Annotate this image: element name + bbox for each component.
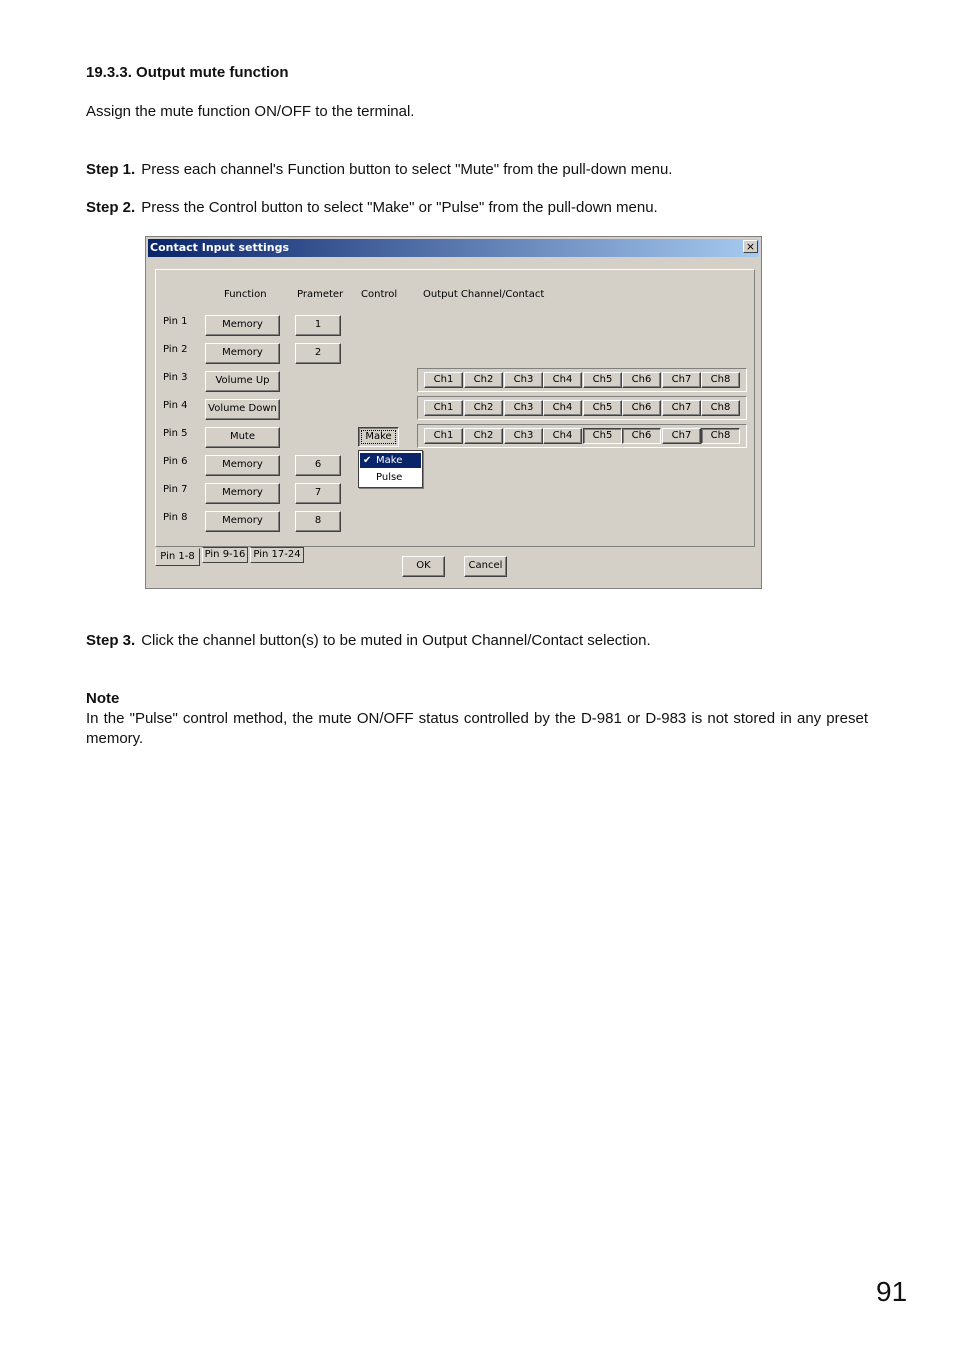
menu-item-pulse-label: Pulse xyxy=(376,472,403,483)
pin-parameter-button[interactable]: 8 xyxy=(295,511,341,532)
pin-parameter-button[interactable]: 6 xyxy=(295,455,341,476)
channel-button[interactable]: Ch6 xyxy=(622,372,661,388)
channel-button[interactable]: Ch4 xyxy=(543,372,582,388)
channel-button[interactable]: Ch2 xyxy=(464,400,503,416)
control-dropdown-menu xyxy=(358,450,423,488)
pin-label: Pin 2 xyxy=(163,344,188,355)
step-1 xyxy=(86,161,672,178)
step-3-text: Click the channel button(s) to be muted in Output Channel/Contact selection. xyxy=(141,632,651,649)
channel-button[interactable]: Ch7 xyxy=(662,400,701,416)
step-2-text: Press the Control button to select "Make" or "Pulse" from the pull-down menu. xyxy=(141,199,658,216)
channel-button[interactable]: Ch5 xyxy=(583,372,622,388)
channel-button[interactable]: Ch6 xyxy=(622,400,661,416)
note-body: In the "Pulse" control method, the mute ON/OFF status controlled by the D-981 or D-983 is not stored in any preset memory. xyxy=(86,710,868,747)
pin-label: Pin 3 xyxy=(163,372,188,383)
channel-button[interactable]: Ch5 xyxy=(583,428,622,444)
pin-label: Pin 5 xyxy=(163,428,188,439)
step-3-label: Step 3. xyxy=(86,632,136,649)
channel-button[interactable]: Ch1 xyxy=(424,400,463,416)
menu-item-make-label: Make xyxy=(376,455,403,466)
pin-function-button[interactable]: Memory xyxy=(205,343,280,364)
check-icon: ✔ xyxy=(363,455,372,466)
page-number: 91 xyxy=(876,1276,908,1307)
note-title: Note xyxy=(86,690,120,707)
step-3 xyxy=(86,632,651,649)
pin-label: Pin 4 xyxy=(163,400,188,411)
channel-button[interactable]: Ch3 xyxy=(504,372,543,388)
pin-parameter-button[interactable]: 2 xyxy=(295,343,341,364)
step-2 xyxy=(86,199,658,216)
tab-pin-1-8[interactable]: Pin 1-8 xyxy=(155,548,200,566)
pin-function-button[interactable]: Volume Up xyxy=(205,371,280,392)
channel-button[interactable]: Ch4 xyxy=(543,400,582,416)
ok-button[interactable]: OK xyxy=(402,556,445,577)
channel-button[interactable]: Ch2 xyxy=(464,428,503,444)
pin-label: Pin 7 xyxy=(163,484,188,495)
pin-label: Pin 1 xyxy=(163,316,188,327)
header-output: Output Channel/Contact xyxy=(423,289,545,300)
tab-pin-17-24[interactable]: Pin 17-24 xyxy=(250,547,304,563)
pin-function-button[interactable]: Memory xyxy=(205,455,280,476)
pin-parameter-button[interactable]: 1 xyxy=(295,315,341,336)
section-heading: 19.3.3. Output mute function xyxy=(86,64,289,81)
channel-button[interactable]: Ch7 xyxy=(662,428,701,444)
menu-item-pulse[interactable] xyxy=(360,470,421,485)
channel-button[interactable]: Ch6 xyxy=(622,428,661,444)
channel-button[interactable]: Ch8 xyxy=(701,400,740,416)
pin-function-button[interactable]: Memory xyxy=(205,483,280,504)
channel-button[interactable]: Ch8 xyxy=(701,428,740,444)
intro-text: Assign the mute function ON/OFF to the terminal. xyxy=(86,103,415,120)
tab-pin-9-16[interactable]: Pin 9-16 xyxy=(202,547,248,563)
pin-function-button[interactable]: Mute xyxy=(205,427,280,448)
cancel-button[interactable]: Cancel xyxy=(464,556,507,577)
step-1-label: Step 1. xyxy=(86,161,136,178)
channel-button[interactable]: Ch8 xyxy=(701,372,740,388)
channel-button[interactable]: Ch5 xyxy=(583,400,622,416)
pin-function-button[interactable]: Memory xyxy=(205,511,280,532)
step-1-text: Press each channel's Function button to select "Mute" from the pull-down menu. xyxy=(141,161,673,178)
channel-button[interactable]: Ch3 xyxy=(504,428,543,444)
channel-button[interactable]: Ch4 xyxy=(543,428,582,444)
menu-item-make[interactable] xyxy=(360,453,421,468)
dialog-title: Contact Input settings xyxy=(148,239,759,257)
pin-parameter-button[interactable]: 7 xyxy=(295,483,341,504)
pin-function-button[interactable]: Memory xyxy=(205,315,280,336)
step-2-label: Step 2. xyxy=(86,199,136,216)
pin5-control-button[interactable]: Make xyxy=(358,427,399,447)
header-parameter: Prameter xyxy=(297,289,344,300)
pin-function-button[interactable]: Volume Down xyxy=(205,399,280,420)
pin-label: Pin 8 xyxy=(163,512,188,523)
channel-button[interactable]: Ch1 xyxy=(424,428,463,444)
close-icon[interactable]: × xyxy=(743,240,758,253)
header-control: Control xyxy=(361,289,398,300)
channel-button[interactable]: Ch3 xyxy=(504,400,543,416)
channel-button[interactable]: Ch7 xyxy=(662,372,701,388)
pin-label: Pin 6 xyxy=(163,456,188,467)
channel-button[interactable]: Ch1 xyxy=(424,372,463,388)
contact-input-settings-dialog xyxy=(145,236,762,589)
channel-button[interactable]: Ch2 xyxy=(464,372,503,388)
header-function: Function xyxy=(224,289,267,300)
